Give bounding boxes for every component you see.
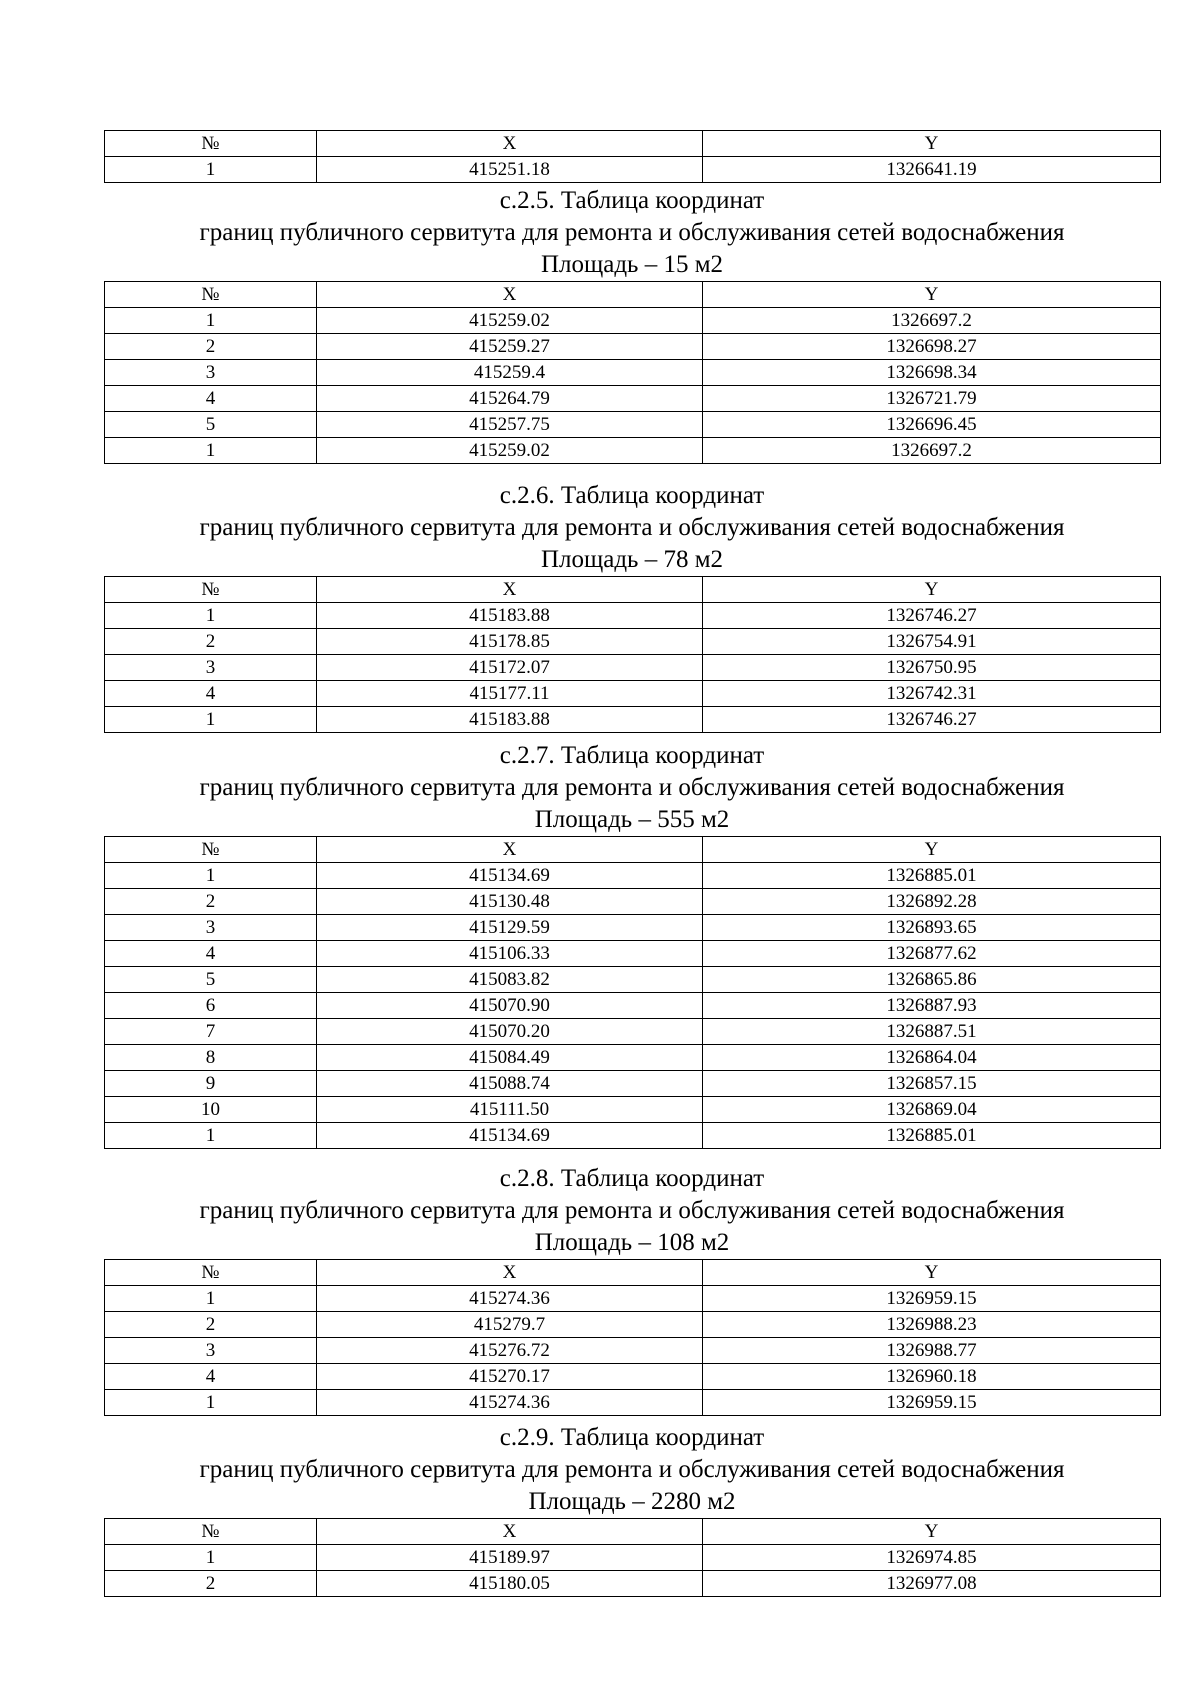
y-coordinate-cell: 1326959.15 [703, 1286, 1161, 1312]
table-row [105, 1097, 1161, 1123]
point-number-cell: 10 [105, 1097, 317, 1123]
header-y: Y [703, 131, 1161, 157]
point-number-cell: 8 [105, 1045, 317, 1071]
coordinate-table-section [104, 1163, 1160, 1416]
y-coordinate-cell: 1326959.15 [703, 1390, 1161, 1416]
table-area: Площадь – 15 м2 [540, 251, 724, 278]
coordinate-table-section [104, 1422, 1160, 1597]
y-coordinate-cell: 1326742.31 [703, 681, 1161, 707]
x-coordinate-cell: 415251.18 [317, 157, 703, 183]
point-number-cell: 9 [105, 1071, 317, 1097]
header-y: Y [703, 577, 1161, 603]
x-coordinate-cell: 415134.69 [317, 863, 703, 889]
y-coordinate-cell: 1326864.04 [703, 1045, 1161, 1071]
x-coordinate-cell: 415111.50 [317, 1097, 703, 1123]
table-area: Площадь – 78 м2 [540, 546, 724, 573]
table-row [105, 707, 1161, 733]
point-number-cell: 7 [105, 1019, 317, 1045]
x-coordinate-cell: 415274.36 [317, 1286, 703, 1312]
point-number-cell: 4 [105, 941, 317, 967]
x-coordinate-cell: 415183.88 [317, 707, 703, 733]
y-coordinate-cell: 1326893.65 [703, 915, 1161, 941]
table-title: с.2.9. Таблица координат [499, 1424, 765, 1451]
table-heading [104, 1422, 1160, 1518]
table-row [105, 1571, 1161, 1597]
header-number: № [105, 282, 317, 308]
header-x: X [317, 1519, 703, 1545]
header-number: № [105, 1519, 317, 1545]
y-coordinate-cell: 1326988.77 [703, 1338, 1161, 1364]
x-coordinate-cell: 415083.82 [317, 967, 703, 993]
coordinate-table-section [104, 130, 1160, 183]
x-coordinate-cell: 415257.75 [317, 412, 703, 438]
table-row [105, 967, 1161, 993]
y-coordinate-cell: 1326887.51 [703, 1019, 1161, 1045]
table-row [105, 1545, 1161, 1571]
x-coordinate-cell: 415129.59 [317, 915, 703, 941]
header-number: № [105, 1260, 317, 1286]
x-coordinate-cell: 415130.48 [317, 889, 703, 915]
table-row [105, 629, 1161, 655]
table-row [105, 1286, 1161, 1312]
point-number-cell: 4 [105, 386, 317, 412]
y-coordinate-cell: 1326698.27 [703, 334, 1161, 360]
x-coordinate-cell: 415180.05 [317, 1571, 703, 1597]
table-subtitle: границ публичного сервитута для ремонта и обслуживания сетей водоснабжения [199, 219, 1065, 246]
x-coordinate-cell: 415070.90 [317, 993, 703, 1019]
x-coordinate-cell: 415274.36 [317, 1390, 703, 1416]
header-y: Y [703, 282, 1161, 308]
y-coordinate-cell: 1326869.04 [703, 1097, 1161, 1123]
table-subtitle: границ публичного сервитута для ремонта и обслуживания сетей водоснабжения [199, 774, 1065, 801]
table-heading [104, 740, 1160, 836]
table-row [105, 386, 1161, 412]
coordinate-table [104, 576, 1161, 733]
table-row [105, 1338, 1161, 1364]
x-coordinate-cell: 415177.11 [317, 681, 703, 707]
table-row [105, 915, 1161, 941]
point-number-cell: 1 [105, 1286, 317, 1312]
header-y: Y [703, 1519, 1161, 1545]
header-y: Y [703, 837, 1161, 863]
table-row [105, 603, 1161, 629]
table-row [105, 1045, 1161, 1071]
point-number-cell: 2 [105, 334, 317, 360]
point-number-cell: 2 [105, 1571, 317, 1597]
table-title: с.2.8. Таблица координат [499, 1165, 765, 1192]
header-x: X [317, 837, 703, 863]
header-x: X [317, 131, 703, 157]
x-coordinate-cell: 415259.27 [317, 334, 703, 360]
coordinate-table-section [104, 185, 1160, 464]
table-subtitle: границ публичного сервитута для ремонта и обслуживания сетей водоснабжения [199, 1456, 1065, 1483]
table-header-row [105, 131, 1161, 157]
header-x: X [317, 577, 703, 603]
point-number-cell: 3 [105, 915, 317, 941]
x-coordinate-cell: 415259.02 [317, 438, 703, 464]
header-number: № [105, 837, 317, 863]
table-title: с.2.6. Таблица координат [499, 482, 765, 509]
y-coordinate-cell: 1326885.01 [703, 1123, 1161, 1149]
y-coordinate-cell: 1326974.85 [703, 1545, 1161, 1571]
point-number-cell: 2 [105, 629, 317, 655]
table-header-row [105, 577, 1161, 603]
point-number-cell: 3 [105, 1338, 317, 1364]
y-coordinate-cell: 1326746.27 [703, 707, 1161, 733]
point-number-cell: 1 [105, 1390, 317, 1416]
point-number-cell: 1 [105, 308, 317, 334]
header-number: № [105, 131, 317, 157]
table-area: Площадь – 2280 м2 [528, 1488, 736, 1515]
point-number-cell: 1 [105, 863, 317, 889]
table-row [105, 863, 1161, 889]
point-number-cell: 1 [105, 603, 317, 629]
table-header-row [105, 837, 1161, 863]
table-row [105, 438, 1161, 464]
y-coordinate-cell: 1326697.2 [703, 438, 1161, 464]
coordinate-table [104, 281, 1161, 464]
table-header-row [105, 1260, 1161, 1286]
point-number-cell: 2 [105, 889, 317, 915]
y-coordinate-cell: 1326977.08 [703, 1571, 1161, 1597]
table-header-row [105, 282, 1161, 308]
point-number-cell: 5 [105, 412, 317, 438]
y-coordinate-cell: 1326754.91 [703, 629, 1161, 655]
point-number-cell: 1 [105, 1123, 317, 1149]
x-coordinate-cell: 415106.33 [317, 941, 703, 967]
y-coordinate-cell: 1326877.62 [703, 941, 1161, 967]
x-coordinate-cell: 415084.49 [317, 1045, 703, 1071]
x-coordinate-cell: 415183.88 [317, 603, 703, 629]
header-x: X [317, 1260, 703, 1286]
point-number-cell: 1 [105, 1545, 317, 1571]
table-area: Площадь – 108 м2 [534, 1229, 730, 1256]
table-row [105, 334, 1161, 360]
y-coordinate-cell: 1326721.79 [703, 386, 1161, 412]
x-coordinate-cell: 415178.85 [317, 629, 703, 655]
x-coordinate-cell: 415172.07 [317, 655, 703, 681]
coordinate-table-section [104, 480, 1160, 733]
table-heading [104, 480, 1160, 576]
point-number-cell: 1 [105, 438, 317, 464]
y-coordinate-cell: 1326750.95 [703, 655, 1161, 681]
x-coordinate-cell: 415088.74 [317, 1071, 703, 1097]
table-header-row [105, 1519, 1161, 1545]
point-number-cell: 3 [105, 360, 317, 386]
y-coordinate-cell: 1326885.01 [703, 863, 1161, 889]
coordinate-table [104, 1518, 1161, 1597]
x-coordinate-cell: 415259.4 [317, 360, 703, 386]
coordinate-table [104, 836, 1161, 1149]
table-row [105, 308, 1161, 334]
table-row [105, 1123, 1161, 1149]
x-coordinate-cell: 415279.7 [317, 1312, 703, 1338]
table-heading [104, 1163, 1160, 1259]
coordinate-table-section [104, 740, 1160, 1149]
y-coordinate-cell: 1326960.18 [703, 1364, 1161, 1390]
y-coordinate-cell: 1326887.93 [703, 993, 1161, 1019]
point-number-cell: 1 [105, 707, 317, 733]
table-subtitle: границ публичного сервитута для ремонта и обслуживания сетей водоснабжения [199, 1197, 1065, 1224]
coordinate-table [104, 1259, 1161, 1416]
table-title: с.2.7. Таблица координат [499, 742, 765, 769]
point-number-cell: 2 [105, 1312, 317, 1338]
table-row [105, 157, 1161, 183]
table-title: с.2.5. Таблица координат [499, 187, 765, 214]
table-row [105, 1071, 1161, 1097]
point-number-cell: 3 [105, 655, 317, 681]
y-coordinate-cell: 1326641.19 [703, 157, 1161, 183]
table-row [105, 941, 1161, 967]
table-area: Площадь – 555 м2 [534, 806, 730, 833]
table-row [105, 412, 1161, 438]
table-row [105, 1019, 1161, 1045]
header-number: № [105, 577, 317, 603]
x-coordinate-cell: 415276.72 [317, 1338, 703, 1364]
y-coordinate-cell: 1326865.86 [703, 967, 1161, 993]
header-x: X [317, 282, 703, 308]
y-coordinate-cell: 1326988.23 [703, 1312, 1161, 1338]
y-coordinate-cell: 1326696.45 [703, 412, 1161, 438]
table-row [105, 360, 1161, 386]
table-row [105, 993, 1161, 1019]
table-row [105, 1312, 1161, 1338]
table-heading [104, 185, 1160, 281]
y-coordinate-cell: 1326746.27 [703, 603, 1161, 629]
coordinate-table [104, 130, 1161, 183]
point-number-cell: 4 [105, 1364, 317, 1390]
x-coordinate-cell: 415134.69 [317, 1123, 703, 1149]
header-y: Y [703, 1260, 1161, 1286]
y-coordinate-cell: 1326697.2 [703, 308, 1161, 334]
table-subtitle: границ публичного сервитута для ремонта и обслуживания сетей водоснабжения [199, 514, 1065, 541]
table-row [105, 655, 1161, 681]
table-row [105, 889, 1161, 915]
table-row [105, 1390, 1161, 1416]
x-coordinate-cell: 415070.20 [317, 1019, 703, 1045]
y-coordinate-cell: 1326892.28 [703, 889, 1161, 915]
x-coordinate-cell: 415189.97 [317, 1545, 703, 1571]
x-coordinate-cell: 415259.02 [317, 308, 703, 334]
x-coordinate-cell: 415270.17 [317, 1364, 703, 1390]
point-number-cell: 5 [105, 967, 317, 993]
y-coordinate-cell: 1326857.15 [703, 1071, 1161, 1097]
y-coordinate-cell: 1326698.34 [703, 360, 1161, 386]
point-number-cell: 1 [105, 157, 317, 183]
x-coordinate-cell: 415264.79 [317, 386, 703, 412]
table-row [105, 1364, 1161, 1390]
point-number-cell: 4 [105, 681, 317, 707]
table-row [105, 681, 1161, 707]
point-number-cell: 6 [105, 993, 317, 1019]
